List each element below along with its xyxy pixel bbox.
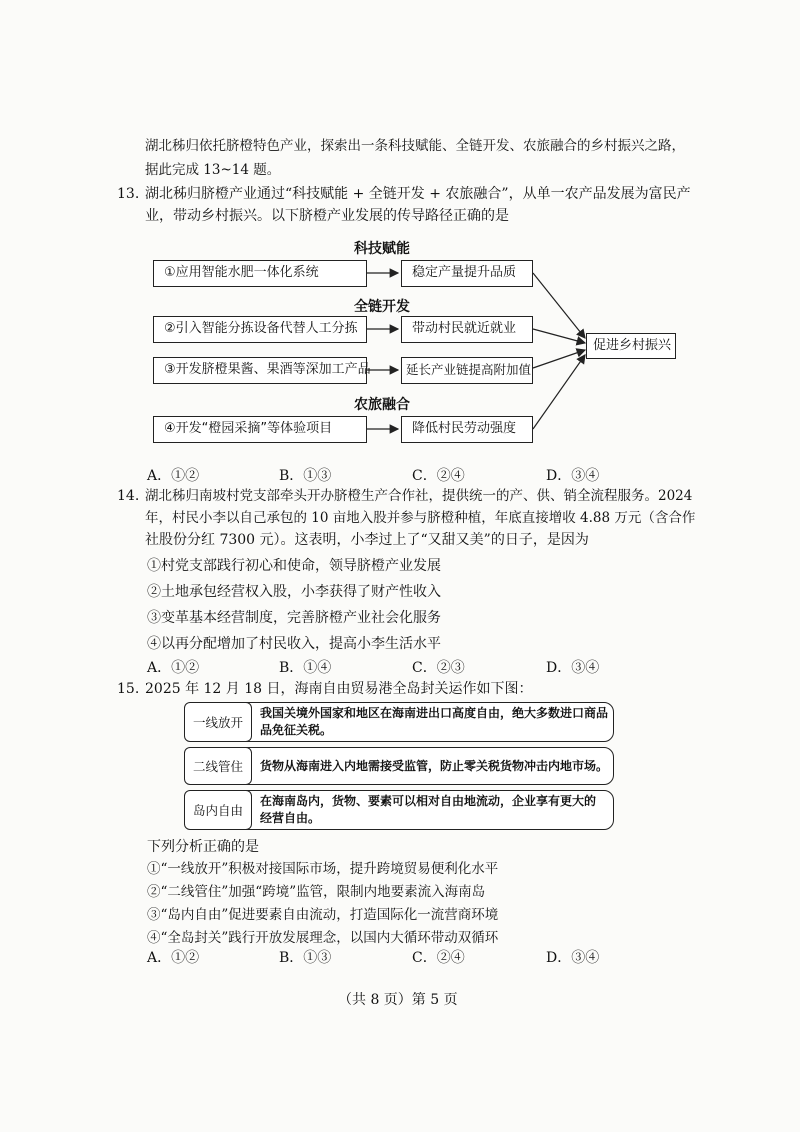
q14-item-3: ③变革基本经营制度，完善脐橙产业社会化服务 [147, 610, 441, 626]
left-box-3: ③开发脐橙果酱、果酒等深加工产品 [153, 357, 367, 384]
category-agri-tourism: 农旅融合 [354, 397, 410, 413]
q15-option-b[interactable]: B．①③ [279, 950, 332, 966]
q15-stem: 2025 年 12 月 18 日，海南自由贸易港全岛封关运作如下图： [145, 681, 533, 697]
middle-box-4: 降低村民劳动强度 [401, 416, 533, 443]
q13-stem-line-2: 业，带动乡村振兴。以下脐橙产业发展的传导路径正确的是 [145, 208, 509, 224]
q13-option-c[interactable]: C．②④ [412, 468, 465, 484]
q14-option-c[interactable]: C．②③ [412, 660, 465, 676]
policy-row-1-text-1: 我国关境外国家和地区在海南进出口高度自由，绝大多数进口商品 [260, 706, 609, 720]
intro-line-1: 湖北秭归依托脐橙特色产业，探索出一条科技赋能、全链开发、农旅融合的乡村振兴之路， [145, 138, 685, 154]
policy-label-first-line: 一线放开 [184, 702, 252, 742]
category-full-chain: 全链开发 [354, 299, 410, 315]
q13-option-d[interactable]: D．③④ [546, 468, 600, 484]
q15-options [147, 947, 607, 965]
page-footer: （共 8 页）第 5 页 [338, 992, 458, 1008]
q15-item-3: ③“岛内自由”促进要素自由流动，打造国际化一流营商环境 [147, 907, 499, 923]
goal-box: 促进乡村振兴 [586, 333, 676, 359]
q15-item-1: ①“一线放开”积极对接国际市场，提升跨境贸易便利化水平 [147, 861, 499, 877]
q13-options [147, 465, 607, 483]
q15-item-2: ②“二线管住”加强“跨境”监管，限制内地要素流入海南岛 [147, 884, 486, 900]
q14-item-1: ①村党支部践行初心和使命，领导脐橙产业发展 [147, 558, 441, 574]
category-tech-empowerment: 科技赋能 [354, 241, 410, 257]
q15-number: 15. [117, 681, 140, 697]
q14-stem-line-2: 年，村民小李以自己承包的 10 亩地入股并参与脐橙种植，年底直接增收 4.88 万元（含合作 [145, 510, 696, 526]
q14-item-2: ②土地承包经营权入股，小李获得了财产性收入 [147, 584, 441, 600]
q14-stem-line-3: 社股份分红 7300 元）。这表明，小李过上了“又甜又美”的日子，是因为 [145, 532, 589, 548]
left-box-4: ④开发“橙园采摘”等体验项目 [153, 416, 367, 443]
policy-row-1-text-2: 品免征关税。 [260, 723, 333, 737]
q15-prompt: 下列分析正确的是 [147, 839, 259, 855]
q14-option-b[interactable]: B．①④ [279, 660, 332, 676]
policy-row-3-text-2: 经营自由。 [260, 811, 321, 825]
q14-item-4: ④以再分配增加了村民收入，提高小李生活水平 [147, 636, 441, 652]
policy-label-second-line: 二线管住 [184, 747, 252, 785]
q14-stem-line-1: 湖北秭归南坡村党支部牵头开办脐橙生产合作社，提供统一的产、供、销全流程服务。2024 [145, 488, 693, 504]
q13-number: 13. [117, 186, 140, 202]
policy-row-3-text-1: 在海南岛内，货物、要素可以相对自由地流动，企业享有更大的 [260, 794, 597, 808]
q15-item-4: ④“全岛封关”践行开放发展理念，以国内大循环带动双循环 [147, 930, 499, 946]
intro-line-2: 据此完成 13~14 题。 [145, 162, 281, 178]
q13-option-a[interactable]: A．①② [147, 468, 200, 484]
middle-box-1: 稳定产量提升品质 [401, 260, 533, 287]
policy-label-island-freedom: 岛内自由 [184, 790, 252, 830]
left-box-1: ①应用智能水肥一体化系统 [153, 260, 367, 287]
q14-options [147, 657, 607, 675]
q14-option-d[interactable]: D．③④ [546, 660, 600, 676]
left-box-2: ②引入智能分拣设备代替人工分拣 [153, 316, 367, 343]
q15-option-d[interactable]: D．③④ [546, 950, 600, 966]
q13-stem-line-1: 湖北秭归脐橙产业通过“科技赋能 + 全链开发 + 农旅融合”，从单一农产品发展为富民产 [145, 186, 691, 202]
q15-option-a[interactable]: A．①② [147, 950, 200, 966]
policy-row-2-text: 货物从海南进入内地需接受监管，防止零关税货物冲击内地市场。 [260, 759, 609, 773]
q14-option-a[interactable]: A．①② [147, 660, 200, 676]
q15-option-c[interactable]: C．②④ [412, 950, 465, 966]
middle-box-3: 延长产业链提高附加值 [401, 357, 533, 384]
middle-box-2: 带动村民就近就业 [401, 316, 533, 343]
q13-option-b[interactable]: B．①③ [279, 468, 332, 484]
q14-number: 14. [117, 488, 140, 504]
